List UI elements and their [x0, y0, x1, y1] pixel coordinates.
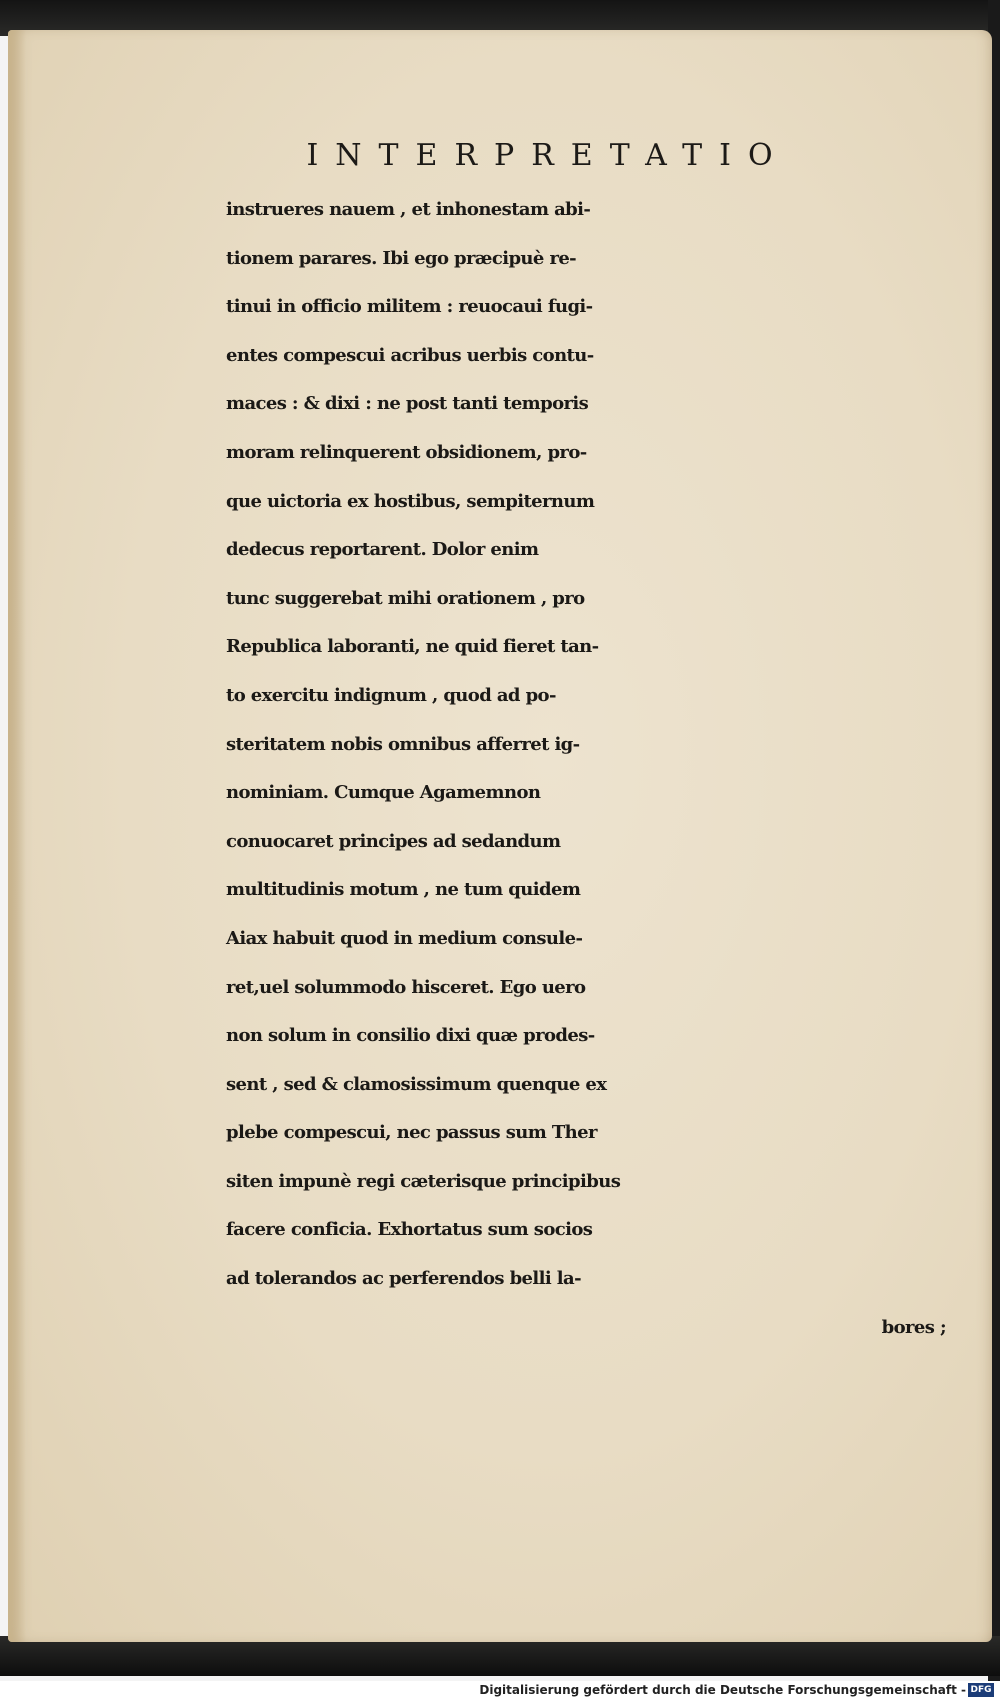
text-line: non solum in consilio dixi quæ prodes-	[226, 1025, 595, 1047]
text-line: plebe compescui, nec passus sum Ther	[226, 1122, 597, 1144]
text-line: nominiam. Cumque Agamemnon	[226, 782, 541, 804]
text-line: que uictoria ex hostibus, sempiternum	[226, 490, 595, 512]
text-line: instrueres nauem , et inhonestam abi-	[226, 199, 591, 220]
text-line: Aiax habuit quod in medium consule-	[226, 927, 583, 949]
text-line: Republica laboranti, ne quid fieret tan-	[226, 636, 599, 658]
text-line: entes compescui acribus uerbis contu-	[226, 344, 594, 366]
text-line: to exercitu indignum , quod ad po-	[226, 684, 556, 706]
page-gutter-shadow	[8, 30, 26, 1642]
text-line: steritatem nobis omnibus afferret ig-	[226, 733, 580, 755]
funding-credit: Digitalisierung gefördert durch die Deutsche Forschungsgemeinschaft -	[479, 1683, 966, 1697]
text-line: tionem parares. Ibi ego præcipuè re-	[226, 247, 577, 269]
catchword-line: bores ;	[881, 1316, 946, 1338]
text-line: tinui in officio militem : reuocaui fugi-	[226, 296, 593, 318]
text-line: ad tolerandos ac perferendos belli la-	[226, 1268, 581, 1290]
text-line: conuocaret principes ad sedandum	[226, 830, 561, 852]
text-line: facere conficia. Exhortatus sum socios	[226, 1219, 593, 1241]
text-line: maces : & dixi : ne post tanti temporis	[226, 393, 589, 415]
scan-background-bottom	[0, 1636, 1000, 1676]
text-line: sent , sed & clamosissimum quenque ex	[226, 1073, 607, 1095]
running-head: INTERPRETATIO	[306, 138, 790, 173]
text-line: tunc suggerebat mihi orationem , pro	[226, 587, 585, 609]
dfg-logo[interactable]: DFG	[968, 1683, 994, 1697]
text-line: dedecus reportarent. Dolor enim	[226, 539, 539, 561]
text-line: multitudinis motum , ne tum quidem	[226, 879, 581, 901]
text-line: moram relinquerent obsidionem, pro-	[226, 441, 587, 463]
text-line: ret,uel solummodo hisceret. Ego uero	[226, 976, 586, 998]
body-text	[226, 186, 946, 1352]
text-line: siten impunè regi cæterisque principibus	[226, 1170, 621, 1192]
